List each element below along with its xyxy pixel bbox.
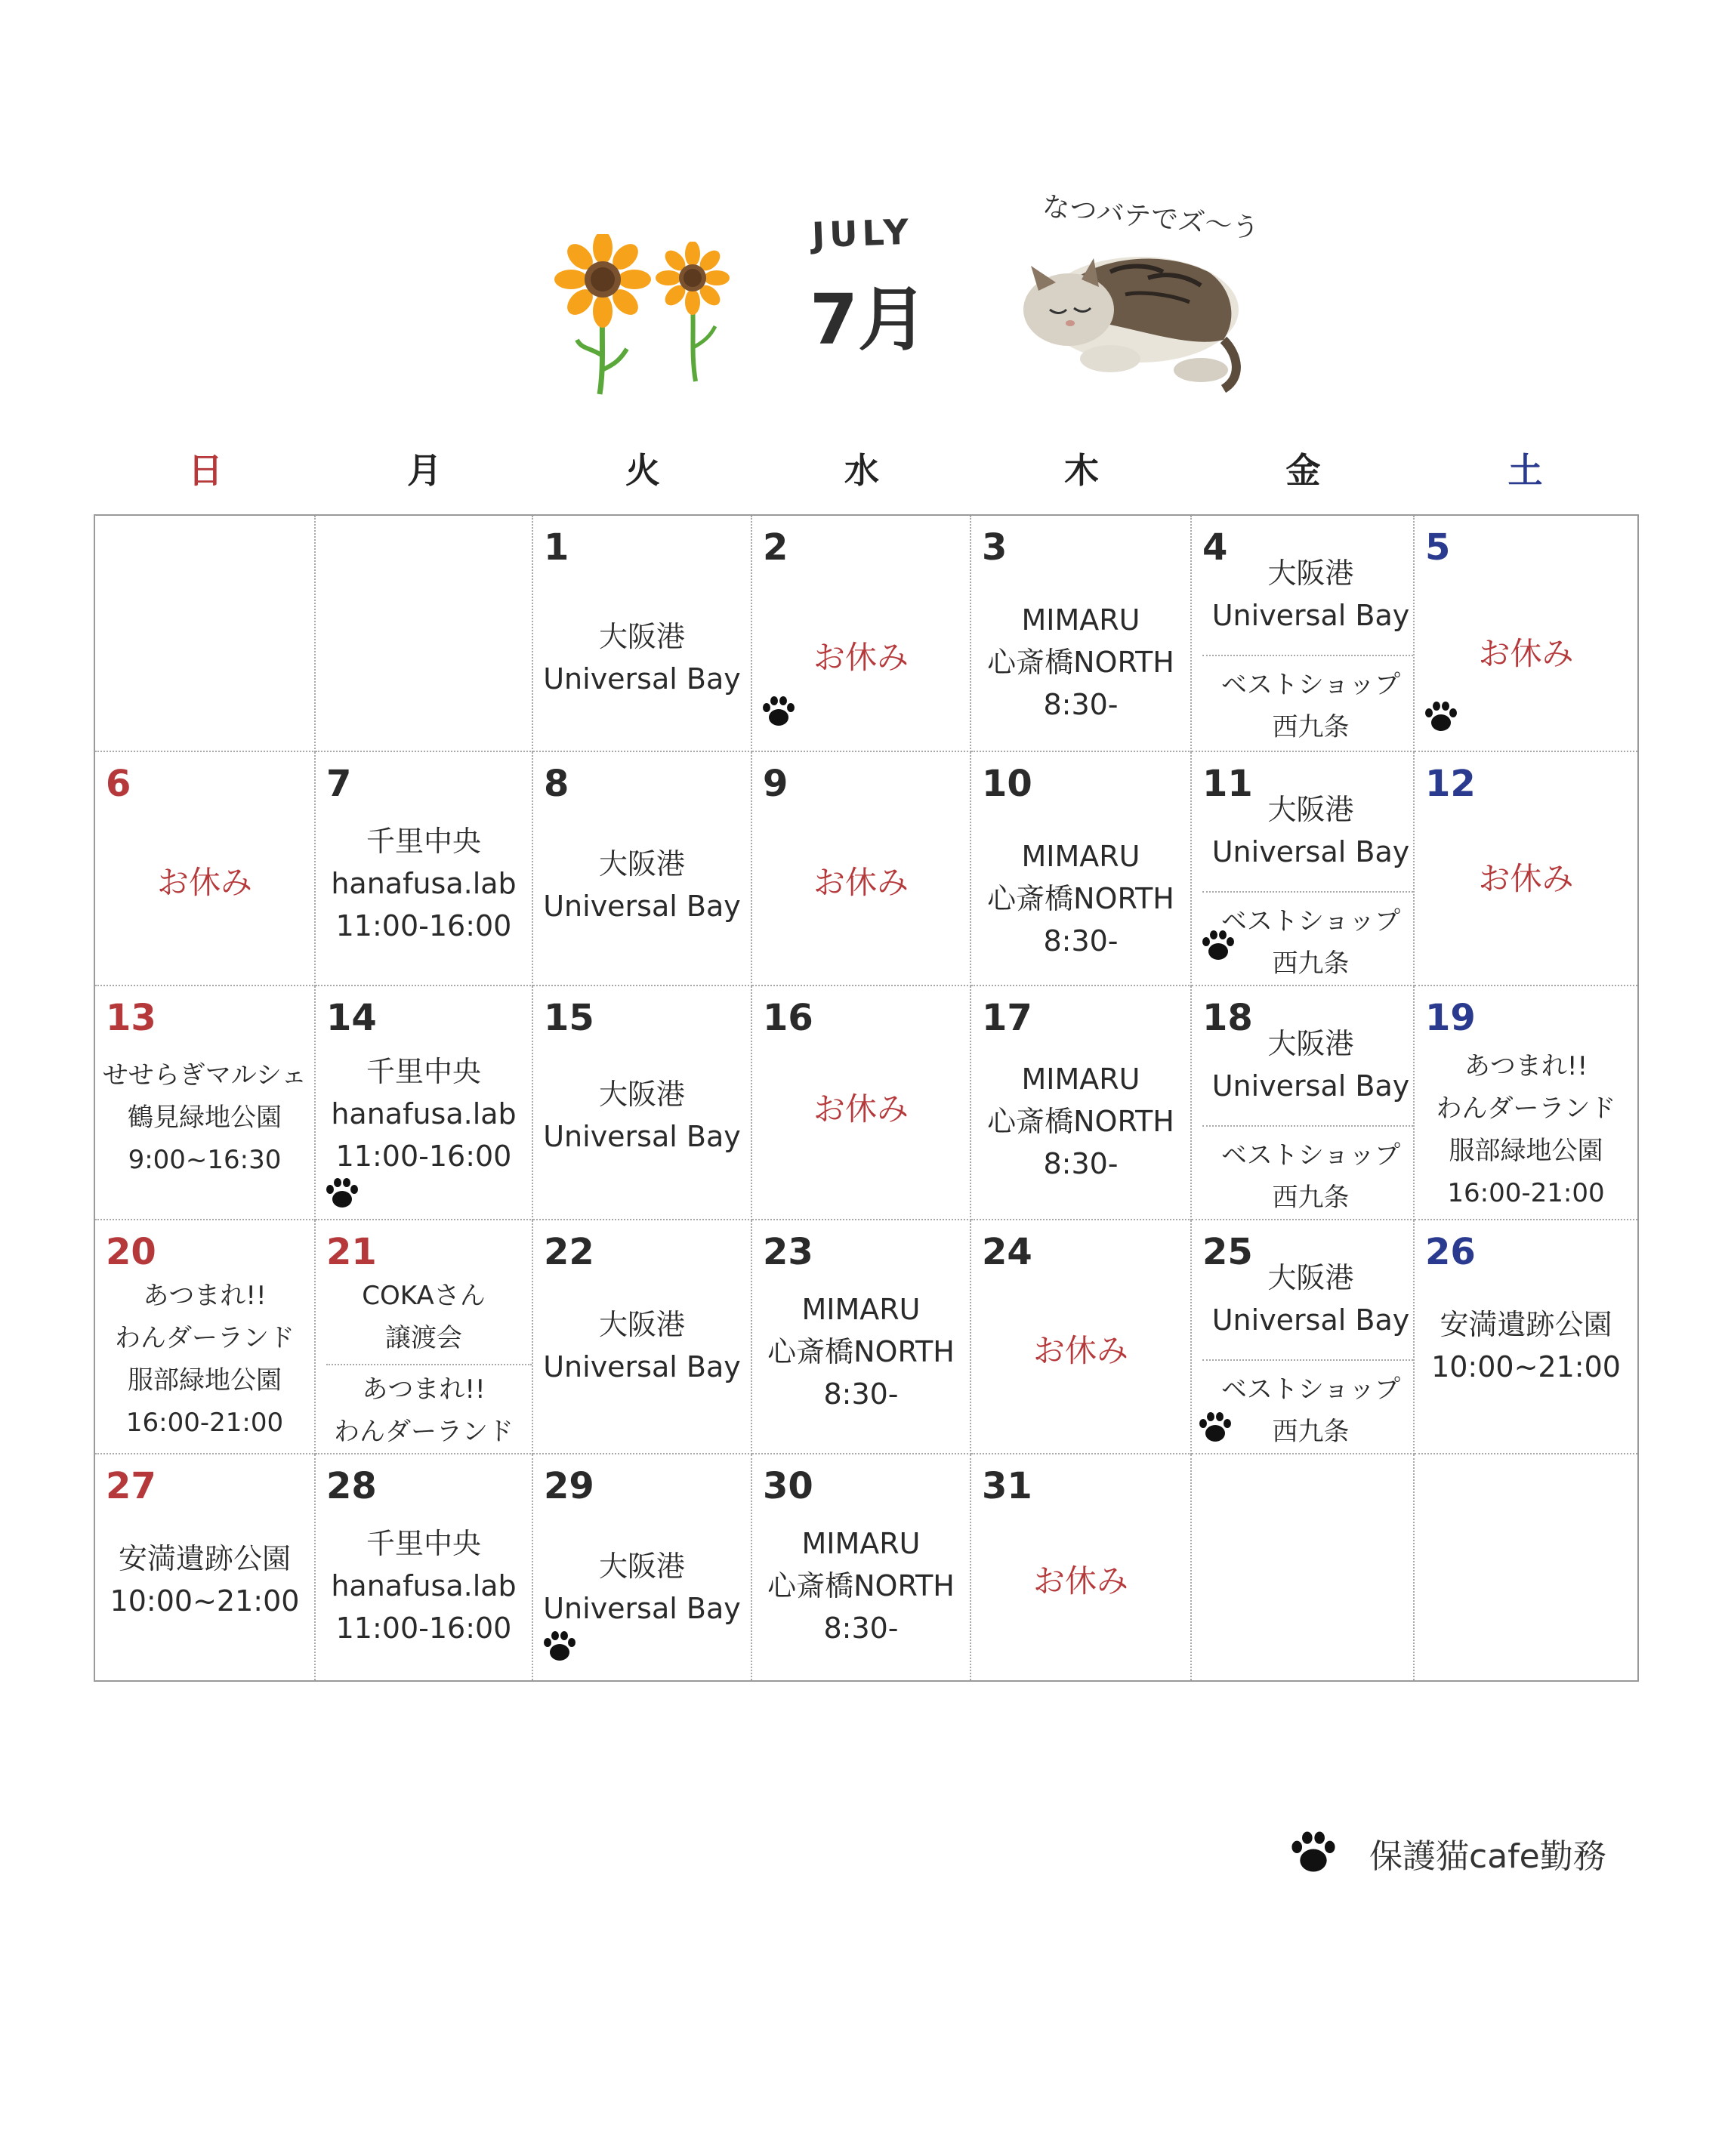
event <box>95 1538 314 1622</box>
event-line: わんダーランド <box>334 1417 514 1447</box>
month-japanese: 7月 <box>810 279 928 360</box>
event-line: ベストショップ <box>1220 1140 1401 1171</box>
day-number: 28 <box>326 1465 377 1507</box>
day-number: 5 <box>1425 526 1451 569</box>
calendar-header <box>0 0 1725 423</box>
day-cell-20[interactable] <box>95 1220 316 1454</box>
event-line: あつまれ!! <box>1464 1051 1588 1081</box>
day-off-label: お休み <box>1478 860 1574 897</box>
weekday-wednesday: 水 <box>844 450 879 491</box>
event-line: Universal Bay <box>1211 1069 1410 1103</box>
event-line: 11:00-16:00 <box>335 909 512 942</box>
event-line: MIMARU <box>1021 603 1140 637</box>
event <box>95 1054 314 1181</box>
event-line: 大阪港 <box>1267 1027 1354 1060</box>
day-cell-17[interactable] <box>971 986 1192 1220</box>
day-number: 2 <box>763 526 788 569</box>
weekday-tuesday: 火 <box>625 450 660 491</box>
day-cell-empty <box>316 516 533 752</box>
sunflower-icon <box>653 242 736 393</box>
sleeping-cat-image <box>997 219 1254 400</box>
paw-icon <box>323 1175 361 1213</box>
day-number: 10 <box>982 763 1032 805</box>
event-line: 8:30- <box>823 1377 899 1411</box>
event-line: 服部緑地公園 <box>1449 1136 1603 1166</box>
day-number: 14 <box>326 997 377 1039</box>
day-cell-15[interactable] <box>533 986 752 1220</box>
event-line: 心斎橋NORTH <box>767 1335 955 1368</box>
event <box>316 1050 532 1177</box>
day-number: 30 <box>763 1465 813 1507</box>
day-cell-14[interactable] <box>316 986 533 1220</box>
event-line: MIMARU <box>1021 840 1140 873</box>
day-off-label: お休み <box>156 864 252 901</box>
day-cell-10[interactable] <box>971 752 1192 986</box>
day-number: 11 <box>1202 763 1253 805</box>
event-line: hanafusa.lab <box>331 1097 517 1130</box>
event-line: 大阪港 <box>598 1550 685 1583</box>
event-line: 服部緑地公園 <box>128 1365 282 1396</box>
event-line: 大阪港 <box>1267 1261 1354 1294</box>
event-line: 千里中央 <box>366 1055 481 1088</box>
event-line: あつまれ!! <box>143 1281 267 1311</box>
day-number: 9 <box>763 763 788 805</box>
event-bottom <box>1207 664 1415 748</box>
day-cell-19[interactable] <box>1415 986 1637 1220</box>
event-line: Universal Bay <box>1211 1303 1410 1337</box>
day-number: 7 <box>326 763 352 805</box>
day-number: 21 <box>326 1231 377 1273</box>
legend <box>1288 1828 1606 1879</box>
day-cell-23[interactable] <box>752 1220 971 1454</box>
event-line: あつまれ!! <box>362 1374 486 1405</box>
calendar-grid <box>94 514 1639 1682</box>
event-line: 9:00~16:30 <box>128 1145 282 1175</box>
day-number: 19 <box>1425 997 1476 1039</box>
event <box>971 835 1190 962</box>
event-line: せせらぎマルシェ <box>102 1060 307 1090</box>
day-number: 6 <box>106 763 131 805</box>
day-cell-24[interactable] <box>971 1220 1192 1454</box>
event-bottom <box>1207 1134 1415 1219</box>
day-cell-25[interactable] <box>1192 1220 1415 1454</box>
paw-icon <box>1288 1828 1339 1879</box>
event-line: hanafusa.lab <box>331 867 517 900</box>
event-line: ベストショップ <box>1220 1374 1401 1405</box>
day-cell-16[interactable] <box>752 986 971 1220</box>
day-cell-8[interactable] <box>533 752 752 986</box>
day-number: 22 <box>544 1231 594 1273</box>
event-line: hanafusa.lab <box>331 1569 517 1602</box>
event <box>316 820 532 947</box>
event <box>533 1073 751 1158</box>
event-line: 8:30- <box>1043 924 1119 958</box>
day-cell-26[interactable] <box>1415 1220 1637 1454</box>
day-cell-1[interactable] <box>533 516 752 752</box>
day-off-label: お休み <box>813 864 909 901</box>
legend-text: 保護猫cafe勤務 <box>1369 1837 1606 1876</box>
day-cell-empty <box>95 516 316 752</box>
day-cell-5[interactable] <box>1415 516 1637 752</box>
event-top <box>1207 552 1415 637</box>
day-number: 3 <box>982 526 1008 569</box>
event-line: 11:00-16:00 <box>335 1612 512 1645</box>
day-number: 29 <box>544 1465 594 1507</box>
event-line: 16:00-21:00 <box>1447 1178 1605 1208</box>
event-line: 鶴見緑地公園 <box>128 1103 282 1133</box>
day-cell-13[interactable] <box>95 986 316 1220</box>
day-cell-28[interactable] <box>316 1454 533 1680</box>
event-line: 千里中央 <box>366 825 481 858</box>
day-cell-21[interactable] <box>316 1220 533 1454</box>
event-line: 8:30- <box>1043 688 1119 721</box>
event <box>1415 1045 1637 1214</box>
paw-icon <box>1196 1409 1234 1447</box>
event-line: 大阪港 <box>598 1078 685 1111</box>
day-off-label: お休み <box>813 639 909 676</box>
event <box>533 1303 751 1388</box>
event-line: 大阪港 <box>1267 557 1354 590</box>
event-line: 大阪港 <box>598 847 685 881</box>
day-cell-empty <box>1415 1454 1637 1680</box>
day-number: 12 <box>1425 763 1476 805</box>
weekday-monday: 月 <box>407 450 442 491</box>
day-number: 24 <box>982 1231 1032 1273</box>
weekday-saturday: 土 <box>1507 450 1543 491</box>
day-off-label: お休み <box>1032 1332 1128 1369</box>
divider <box>1202 655 1413 656</box>
event-line: 心斎橋NORTH <box>987 646 1174 679</box>
event <box>971 1058 1190 1185</box>
event-top <box>1207 788 1415 873</box>
event-line: 心斎橋NORTH <box>987 1105 1174 1138</box>
day-cell-27[interactable] <box>95 1454 316 1680</box>
event-line: 譲渡会 <box>385 1323 462 1353</box>
event <box>533 615 751 700</box>
day-number: 1 <box>544 526 569 569</box>
event-line: 10:00~21:00 <box>1431 1350 1621 1383</box>
event-line: 大阪港 <box>1267 793 1354 826</box>
day-cell-3[interactable] <box>971 516 1192 752</box>
event-line: 大阪港 <box>598 620 685 653</box>
event <box>752 1288 970 1415</box>
day-off-label: お休み <box>1032 1562 1128 1599</box>
event-line: ベストショップ <box>1220 906 1401 936</box>
event <box>1415 1303 1637 1388</box>
month-english: JULY <box>811 211 914 256</box>
weekday-friday: 金 <box>1285 450 1321 491</box>
cat-caption: なつバテでズ〜う <box>1041 191 1261 245</box>
event-line: Universal Bay <box>1211 835 1410 868</box>
event-line: ベストショップ <box>1220 670 1401 700</box>
day-cell-31[interactable] <box>971 1454 1192 1680</box>
day-number: 18 <box>1202 997 1253 1039</box>
day-number: 15 <box>544 997 594 1039</box>
event-line: COKAさん <box>362 1281 486 1311</box>
day-number: 25 <box>1202 1231 1253 1273</box>
event-line: 16:00-21:00 <box>125 1408 284 1438</box>
event-bottom <box>316 1368 532 1453</box>
day-off-label: お休み <box>813 1090 909 1127</box>
event-line: Universal Bay <box>543 662 741 696</box>
day-number: 27 <box>106 1465 156 1507</box>
day-number: 20 <box>106 1231 156 1273</box>
event-line: 11:00-16:00 <box>335 1140 512 1173</box>
event-line: MIMARU <box>1021 1063 1140 1096</box>
event-line: 西九条 <box>1272 1417 1350 1447</box>
event-bottom <box>1207 1368 1415 1453</box>
weekday-sunday: 日 <box>188 450 223 491</box>
event <box>533 1545 751 1630</box>
event-bottom <box>1207 900 1415 985</box>
event-line: 西九条 <box>1272 712 1350 742</box>
event-line: 大阪港 <box>598 1308 685 1341</box>
event-line: Universal Bay <box>543 890 741 923</box>
divider <box>326 1364 532 1365</box>
day-number: 16 <box>763 997 813 1039</box>
day-number: 13 <box>106 997 156 1039</box>
day-number: 23 <box>763 1231 813 1273</box>
event-line: MIMARU <box>801 1527 921 1560</box>
event-top <box>1207 1257 1415 1341</box>
event <box>533 843 751 927</box>
sunflower-icon <box>551 234 657 400</box>
event-line: 心斎橋NORTH <box>767 1569 955 1602</box>
event-line: わんダーランド <box>1436 1093 1616 1124</box>
divider <box>1202 891 1413 893</box>
event-line: 8:30- <box>1043 1147 1119 1180</box>
paw-icon <box>541 1628 579 1666</box>
event-line: 心斎橋NORTH <box>987 882 1174 915</box>
weekday-header <box>95 438 1636 498</box>
event <box>95 1275 314 1444</box>
day-cell-29[interactable] <box>533 1454 752 1680</box>
event-line: 千里中央 <box>366 1527 481 1560</box>
day-number: 4 <box>1202 526 1228 569</box>
event-line: 8:30- <box>823 1612 899 1645</box>
event <box>316 1522 532 1649</box>
day-off-label: お休み <box>1478 635 1574 672</box>
event-line: 西九条 <box>1272 948 1350 979</box>
event-line: 安満遺跡公園 <box>1440 1308 1612 1341</box>
day-cell-2[interactable] <box>752 516 971 752</box>
day-cell-4[interactable] <box>1192 516 1415 752</box>
weekday-thursday: 木 <box>1064 450 1099 491</box>
day-cell-22[interactable] <box>533 1220 752 1454</box>
day-cell-empty <box>1192 1454 1415 1680</box>
event-line: Universal Bay <box>543 1592 741 1625</box>
day-cell-7[interactable] <box>316 752 533 986</box>
day-cell-12[interactable] <box>1415 752 1637 986</box>
event <box>971 599 1190 726</box>
event-line: Universal Bay <box>543 1120 741 1153</box>
day-number: 26 <box>1425 1231 1476 1273</box>
event-top <box>1207 1022 1415 1107</box>
paw-icon <box>1199 927 1237 965</box>
day-number: 8 <box>544 763 569 805</box>
event <box>752 1522 970 1649</box>
day-number: 17 <box>982 997 1032 1039</box>
paw-icon <box>760 693 798 731</box>
divider <box>1202 1359 1413 1361</box>
event-top <box>316 1275 532 1359</box>
event-line: Universal Bay <box>1211 599 1410 632</box>
event-line: MIMARU <box>801 1293 921 1326</box>
day-cell-30[interactable] <box>752 1454 971 1680</box>
day-cell-18[interactable] <box>1192 986 1415 1220</box>
day-cell-9[interactable] <box>752 752 971 986</box>
paw-icon <box>1422 699 1460 736</box>
event-line: Universal Bay <box>543 1350 741 1383</box>
event-line: 西九条 <box>1272 1183 1350 1213</box>
day-cell-11[interactable] <box>1192 752 1415 986</box>
event-line: 10:00~21:00 <box>110 1584 300 1618</box>
day-number: 31 <box>982 1465 1032 1507</box>
day-cell-6[interactable] <box>95 752 316 986</box>
event-line: わんダーランド <box>115 1323 295 1353</box>
divider <box>1202 1125 1413 1127</box>
event-line: 安満遺跡公園 <box>118 1542 291 1575</box>
